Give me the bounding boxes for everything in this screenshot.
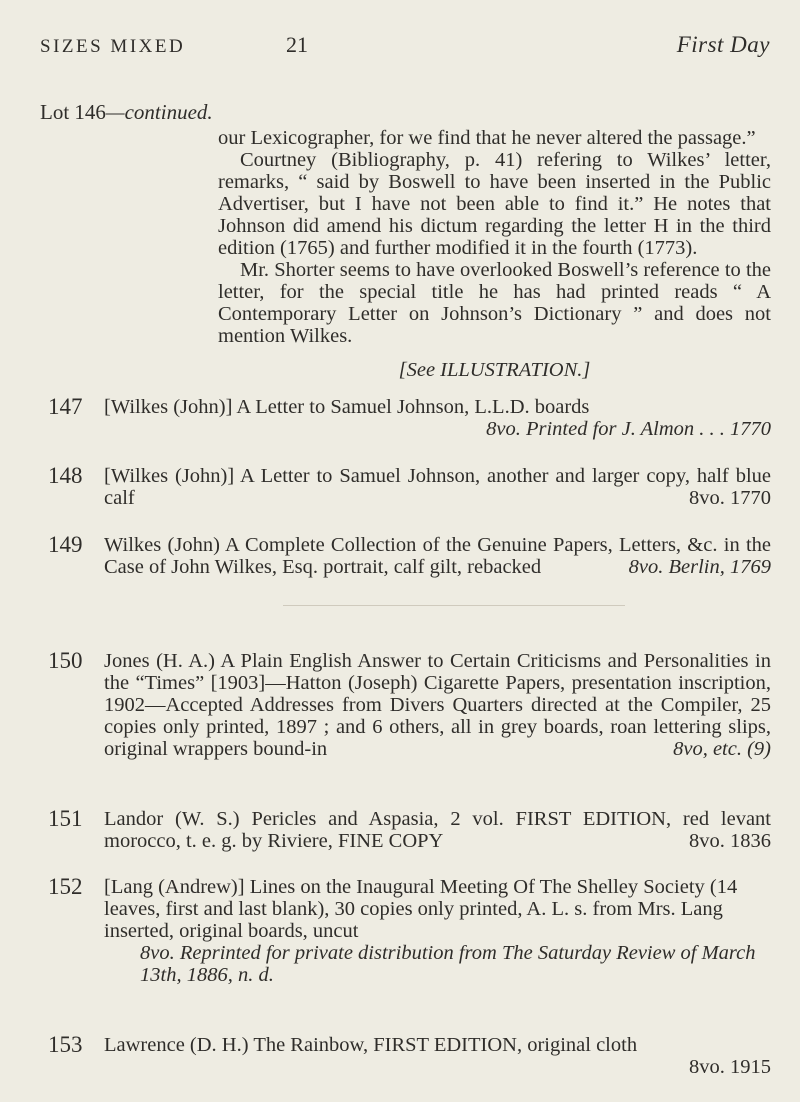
- lot-number: 151: [48, 806, 83, 831]
- lot-description: [104, 1034, 771, 1078]
- continuation-paragraph-1: our Lexicographer, for we find that he never altered the passage.”: [218, 127, 756, 149]
- lot-imprint: 8vo. 1915: [689, 1056, 771, 1078]
- lot-label: Lot 146: [40, 100, 106, 124]
- lot-text: [Wilkes (John)] A Letter to Samuel Johnson, L.L.D. boards: [104, 396, 590, 418]
- lot-number: 149: [48, 532, 83, 557]
- lot-imprint: 8vo. 1770: [689, 487, 771, 509]
- header-left: SIZES MIXED: [40, 36, 186, 57]
- lot-imprint: 8vo. 1836: [689, 830, 771, 852]
- continuation-paragraph-2: Courtney (Bibliography, p. 41) refering to Wilkes’ letter, remarks, “ said by Boswell to have been inserted in the Public Advertiser, but I have not been able to find it.” He notes that Johnson did amend his dictum regarding the letter H in the third edition (1765) and further modified it in the fourth (1773).: [218, 149, 771, 259]
- lot-description: [104, 876, 771, 986]
- lot-text: [Lang (Andrew)] Lines on the Inaugural Meeting Of The Shelley Society (14 leaves, first and last blank), 30 copies only printed, A. L. s. from Mrs. Lang inserted, original boards, uncut: [104, 876, 738, 942]
- lot-continued: —continued.: [105, 100, 213, 124]
- lot-description: [104, 534, 771, 578]
- lot-text: Jones (H. A.) A Plain English Answer to Certain Criticisms and Personalities in the “Times” [1903]—Hatton (Joseph) Cigarette Papers, presentation inscription, 1902—Accepted Addresses from Divers Quarters directed at the Compiler, 25 copies only printed, 1897 ; and 6 others, all in grey boards, roan lettering slips, original wrappers bound-in: [104, 650, 771, 760]
- lot-text: Wilkes (John) A Complete Collection of the Genuine Papers, Letters, &c. in the Case of John Wilkes, Esq. portrait, calf gilt, rebacked: [104, 534, 771, 578]
- lot-imprint: 8vo, etc. (9): [673, 738, 771, 760]
- page-header: [40, 32, 770, 62]
- lot-number: 153: [48, 1032, 83, 1057]
- lot-text: Landor (W. S.) Pericles and Aspasia, 2 vol. FIRST EDITION, red levant morocco, t. e. g. by Riviere, FINE COPY: [104, 808, 771, 852]
- lot-number: 148: [48, 463, 83, 488]
- lot-146-continuation: [218, 127, 771, 381]
- lot-imprint: 8vo. Berlin, 1769: [628, 556, 771, 578]
- lot-number: 152: [48, 874, 83, 899]
- header-right: First Day: [676, 32, 770, 57]
- lot-text: Lawrence (D. H.) The Rainbow, FIRST EDITION, original cloth: [104, 1034, 638, 1056]
- lot-text: [Wilkes (John)] A Letter to Samuel Johnson, another and larger copy, half blue calf: [104, 465, 771, 509]
- lot-heading: [40, 100, 213, 125]
- continuation-paragraph-3: Mr. Shorter seems to have overlooked Boswell’s reference to the letter, for the special title he has had printed reads “ A Contemporary Letter on Johnson’s Dictionary ” and does not mention Wilkes.: [218, 259, 771, 347]
- lot-description: [104, 650, 771, 760]
- lot-number: 150: [48, 648, 83, 673]
- divider-rule: [283, 605, 625, 606]
- page-number: 21: [286, 32, 308, 57]
- lot-imprint: 8vo. Printed for J. Almon . . . 1770: [486, 418, 771, 440]
- see-illustration: [See ILLUSTRATION.]: [398, 359, 591, 381]
- lot-description: [104, 396, 771, 440]
- lot-description: [104, 465, 771, 509]
- lot-number: 147: [48, 394, 83, 419]
- lot-description: [104, 808, 771, 852]
- lot-imprint: 8vo. Reprinted for private distribution from The Saturday Review of March 13th, 1886, n. d.: [140, 942, 756, 986]
